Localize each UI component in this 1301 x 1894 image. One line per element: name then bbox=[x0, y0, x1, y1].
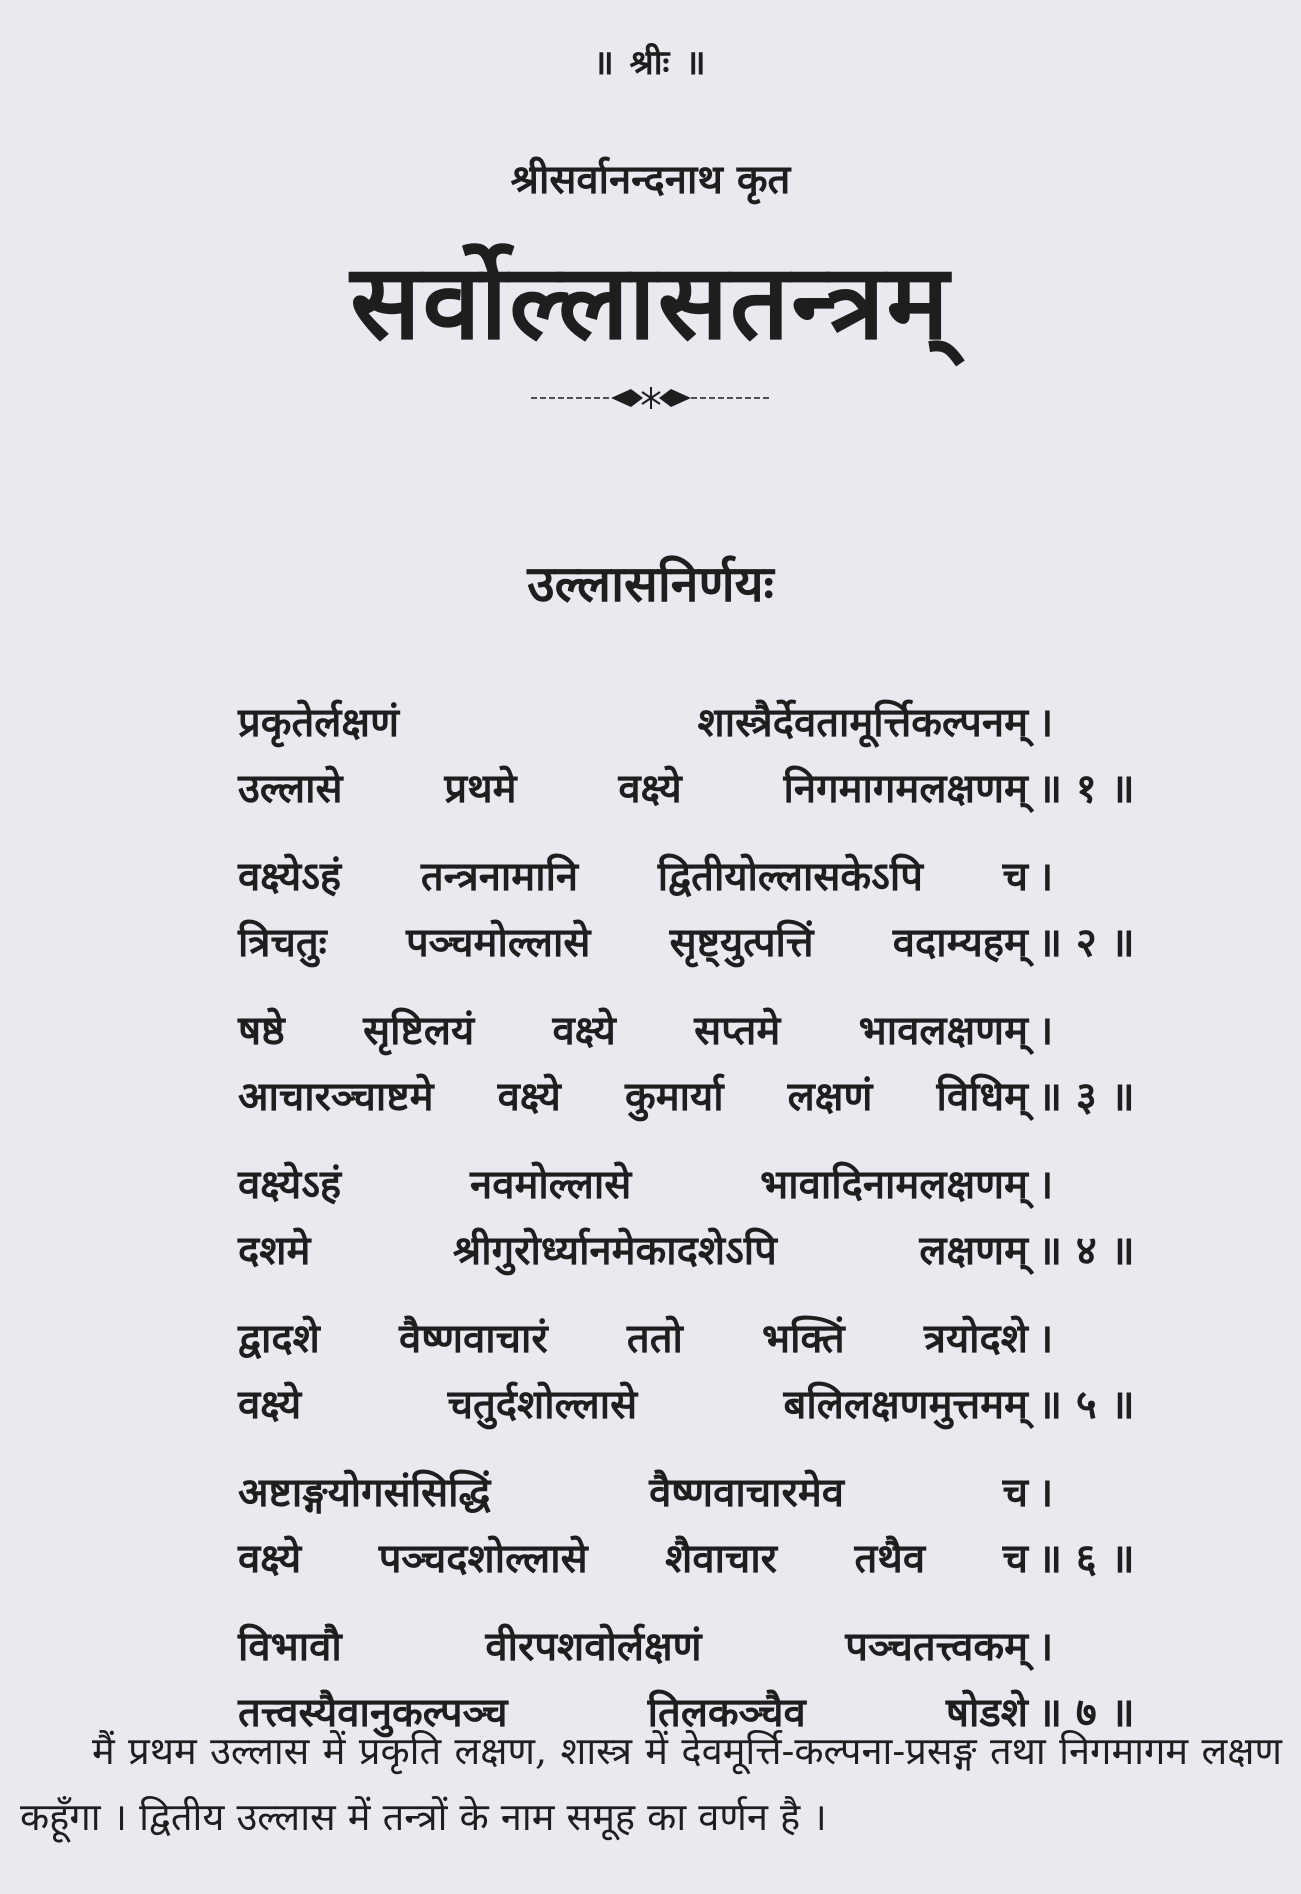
verse-word: दशमे bbox=[238, 1227, 311, 1274]
verse-line-text bbox=[238, 690, 1028, 756]
verse-word: वैष्णवाचारमेव bbox=[649, 1469, 844, 1516]
verse-line bbox=[238, 1614, 1178, 1680]
verse-word: द्वितीयोल्लासकेऽपि bbox=[657, 853, 923, 900]
verse bbox=[238, 690, 1178, 822]
verse bbox=[238, 844, 1178, 976]
verse-word: च bbox=[1002, 1535, 1028, 1582]
verse-end-mark: ॥ ३ ॥ bbox=[1038, 1073, 1135, 1120]
verse-word: लक्षणं bbox=[787, 1073, 873, 1120]
verse-word: शैवाचार bbox=[665, 1535, 778, 1582]
verse-end-mark: । bbox=[1038, 1315, 1054, 1362]
verse-word: नवमोल्लासे bbox=[470, 1161, 632, 1208]
verse bbox=[238, 1306, 1178, 1438]
verse-word: कुमार्या bbox=[625, 1073, 724, 1120]
invocation: ॥ श्रीः ॥ bbox=[593, 43, 708, 83]
verse-line-text bbox=[238, 1460, 1028, 1526]
verse-end-mark: । bbox=[1038, 699, 1054, 746]
verse-word: च bbox=[1002, 853, 1028, 900]
verse-word: वक्ष्येऽहं bbox=[238, 1161, 342, 1208]
verse-word: षष्ठे bbox=[238, 1007, 285, 1054]
verse-word: वक्ष्ये bbox=[497, 1073, 561, 1120]
ornament-divider bbox=[0, 378, 1301, 418]
commentary bbox=[20, 1718, 1282, 1850]
commentary-paragraph: मैं प्रथम उल्लास में प्रकृति लक्षण, शास्त्र में देवमूर्त्ति-कल्पना-प्रसङ्ग तथा निगमागम लक्षण कहूँगा । द्वितीय उल्लास में तन्त्रों के नाम समूह का वर्णन है । bbox=[20, 1729, 1282, 1839]
decorative-flourish-icon bbox=[531, 378, 771, 418]
verse-word: वक्ष्येऽहं bbox=[238, 853, 342, 900]
verse-word: आचारञ्चाष्टमे bbox=[238, 1073, 434, 1120]
verse-end-mark: ॥ ६ ॥ bbox=[1038, 1535, 1135, 1582]
verse-word: भावलक्षणम् bbox=[858, 1007, 1028, 1054]
verse-line bbox=[238, 1372, 1178, 1438]
verse bbox=[238, 1152, 1178, 1284]
page-title: सर्वोल्लासतन्त्रम् bbox=[350, 240, 951, 363]
verse-word: भक्तिं bbox=[762, 1315, 845, 1362]
verse-word: सृष्टिलयं bbox=[363, 1007, 475, 1054]
verse bbox=[238, 998, 1178, 1130]
verse-line bbox=[238, 1526, 1178, 1592]
section-heading: उल्लासनिर्णयः bbox=[527, 554, 774, 613]
verse-word: ततो bbox=[626, 1315, 683, 1362]
verse-line bbox=[238, 1306, 1178, 1372]
verse-line-text bbox=[238, 1064, 1028, 1130]
verse-line-text bbox=[238, 1526, 1028, 1592]
verse-word: उल्लासे bbox=[238, 765, 343, 812]
verse-word: भावादिनामलक्षणम् bbox=[760, 1161, 1028, 1208]
verse-word: सप्तमे bbox=[694, 1007, 781, 1054]
verse-word: शास्त्रैर्देवतामूर्त्तिकल्पनम् bbox=[697, 699, 1028, 746]
verse-line bbox=[238, 1152, 1178, 1218]
verse-word: षोडशे bbox=[945, 1689, 1028, 1736]
verse-word: वदाम्यहम् bbox=[892, 919, 1028, 966]
verse-line bbox=[238, 844, 1178, 910]
verse-word: वक्ष्ये bbox=[238, 1535, 302, 1582]
verse-line bbox=[238, 690, 1178, 756]
verse-word: विभावौ bbox=[238, 1623, 342, 1670]
verse-word: श्रीगुरोर्ध्यानमेकादशेऽपि bbox=[452, 1227, 777, 1274]
verse-end-mark: । bbox=[1038, 1007, 1054, 1054]
verse-line bbox=[238, 1064, 1178, 1130]
verse-word: प्रकृतेर्लक्षणं bbox=[238, 699, 399, 746]
verse-word: तन्त्रनामानि bbox=[420, 853, 579, 900]
verse-line-text bbox=[238, 910, 1028, 976]
verse-word: पञ्चतत्त्वकम् bbox=[845, 1623, 1028, 1670]
verse-word: त्रयोदशे bbox=[923, 1315, 1028, 1362]
verse-word: लक्षणम् bbox=[919, 1227, 1028, 1274]
verse-word: वक्ष्ये bbox=[238, 1381, 302, 1428]
verse-word: निगमागमलक्षणम् bbox=[783, 765, 1028, 812]
verse bbox=[238, 1460, 1178, 1592]
verse-word: वीरपशवोर्लक्षणं bbox=[485, 1623, 702, 1670]
verse-word: प्रथमे bbox=[444, 765, 517, 812]
verse-word: च bbox=[1002, 1469, 1028, 1516]
verse-end-mark: । bbox=[1038, 1623, 1054, 1670]
verse-word: चतुर्दशोल्लासे bbox=[447, 1381, 638, 1428]
verse-end-mark: । bbox=[1038, 1469, 1054, 1516]
verse-end-mark: ॥ ७ ॥ bbox=[1038, 1689, 1135, 1736]
verse-line-text bbox=[238, 1372, 1028, 1438]
verse-end-mark: ॥ ५ ॥ bbox=[1038, 1381, 1135, 1428]
verse-list bbox=[238, 690, 1178, 1768]
verse-line bbox=[238, 998, 1178, 1064]
verse-word: सृष्ट्युत्पत्तिं bbox=[669, 919, 814, 966]
verse-end-mark: ॥ ४ ॥ bbox=[1038, 1227, 1135, 1274]
verse-line-text bbox=[238, 998, 1028, 1064]
verse-word: वक्ष्ये bbox=[552, 1007, 616, 1054]
verse-word: तत्त्वस्यैवानुकल्पञ्च bbox=[238, 1689, 508, 1736]
verse-line bbox=[238, 756, 1178, 822]
verse-word: तिलकञ्चैव bbox=[647, 1689, 806, 1736]
verse-line bbox=[238, 1218, 1178, 1284]
author-line: श्रीसर्वानन्दनाथ कृत bbox=[510, 156, 791, 203]
verse-end-mark: । bbox=[1038, 853, 1054, 900]
verse-line-text bbox=[238, 1614, 1028, 1680]
verse-word: द्वादशे bbox=[238, 1315, 320, 1362]
verse-word: तथैव bbox=[854, 1535, 926, 1582]
verse-word: बलिलक्षणमुत्तमम् bbox=[783, 1381, 1028, 1428]
verse-line bbox=[238, 910, 1178, 976]
verse-line-text bbox=[238, 1152, 1028, 1218]
verse-word: वैष्णवाचारं bbox=[398, 1315, 548, 1362]
verse-line-text bbox=[238, 844, 1028, 910]
verse-word: त्रिचतुः bbox=[238, 919, 327, 966]
verse-line-text bbox=[238, 1218, 1028, 1284]
verse-line-text bbox=[238, 1306, 1028, 1372]
verse-word: पञ्चमोल्लासे bbox=[405, 919, 591, 966]
verse-end-mark: ॥ २ ॥ bbox=[1038, 919, 1135, 966]
verse-end-mark: । bbox=[1038, 1161, 1054, 1208]
verse-end-mark: ॥ १ ॥ bbox=[1038, 765, 1135, 812]
verse-line-text bbox=[238, 756, 1028, 822]
verse-line bbox=[238, 1460, 1178, 1526]
verse-word: वक्ष्ये bbox=[618, 765, 682, 812]
verse-word: अष्टाङ्गयोगसंसिद्धिं bbox=[238, 1469, 491, 1516]
verse-word: पञ्चदशोल्लासे bbox=[378, 1535, 588, 1582]
verse-word: विधिम् bbox=[936, 1073, 1028, 1120]
